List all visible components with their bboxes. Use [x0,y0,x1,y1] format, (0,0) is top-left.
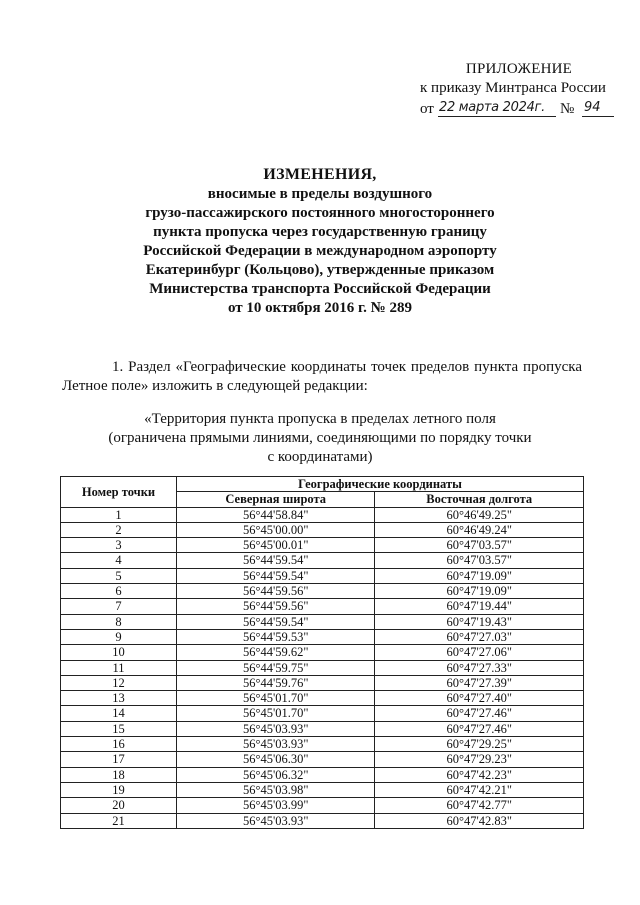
caption-line: (ограничена прямыми линиями, соединяющими по порядку точки [108,430,532,446]
table-row [61,813,584,828]
longitude-cell: 60°47'27.33" [375,660,584,675]
longitude-cell: 60°47'42.77" [375,798,584,813]
heading-line: от 10 октября 2016 г. № 289 [228,300,412,316]
table-row [61,584,584,599]
latitude-cell: 56°45'03.93" [177,813,375,828]
longitude-cell: 60°47'42.23" [375,767,584,782]
table-row [61,782,584,797]
latitude-cell: 56°45'00.01" [177,538,375,553]
point-number-cell: 10 [61,645,177,660]
latitude-cell: 56°44'59.53" [177,629,375,644]
longitude-cell: 60°47'42.83" [375,813,584,828]
point-number-cell: 12 [61,675,177,690]
heading-title: ИЗМЕНЕНИЯ, [263,166,377,183]
longitude-cell: 60°47'19.44" [375,599,584,614]
heading-line: Министерства транспорта Российской Федерации [149,281,491,297]
table-row [61,629,584,644]
longitude-cell: 60°47'03.57" [375,538,584,553]
table-row [61,721,584,736]
point-number-cell: 1 [61,507,177,522]
longitude-cell: 60°47'19.09" [375,568,584,583]
header-geo-coordinates: Географические координаты [177,477,584,492]
latitude-cell: 56°45'01.70" [177,691,375,706]
header-north-latitude: Северная широта [177,492,375,507]
latitude-cell: 56°45'03.93" [177,721,375,736]
latitude-cell: 56°44'59.54" [177,614,375,629]
longitude-cell: 60°47'27.03" [375,629,584,644]
point-number-cell: 19 [61,782,177,797]
table-row [61,553,584,568]
longitude-cell: 60°47'27.39" [375,675,584,690]
appendix-block [420,60,620,120]
caption-line: «Территория пункта пропуска в пределах летного поля [144,411,496,427]
date-prefix: от [420,101,434,117]
point-number-cell: 15 [61,721,177,736]
table-row [61,675,584,690]
point-number-cell: 21 [61,813,177,828]
number-label: № [560,101,575,117]
point-number-cell: 18 [61,767,177,782]
longitude-cell: 60°46'49.25" [375,507,584,522]
table-row [61,737,584,752]
header-east-longitude: Восточная долгота [375,492,584,507]
point-number-cell: 2 [61,522,177,537]
table-row [61,691,584,706]
point-number-cell: 4 [61,553,177,568]
number-underline [582,116,614,117]
longitude-cell: 60°47'27.06" [375,645,584,660]
table-row [61,706,584,721]
table-row [61,752,584,767]
point-number-cell: 13 [61,691,177,706]
longitude-cell: 60°47'19.09" [375,584,584,599]
table-row [61,599,584,614]
heading-line: грузо-пассажирского постоянного многостороннего [145,205,495,221]
longitude-cell: 60°46'49.24" [375,522,584,537]
handwritten-date: 22 марта 2024г. [439,100,545,115]
longitude-cell: 60°47'27.46" [375,706,584,721]
table-row [61,767,584,782]
longitude-cell: 60°47'27.40" [375,691,584,706]
latitude-cell: 56°44'59.75" [177,660,375,675]
longitude-cell: 60°47'19.43" [375,614,584,629]
table-row [61,522,584,537]
latitude-cell: 56°45'03.93" [177,737,375,752]
latitude-cell: 56°44'58.84" [177,507,375,522]
point-number-cell: 16 [61,737,177,752]
point-number-cell: 5 [61,568,177,583]
longitude-cell: 60°47'42.21" [375,782,584,797]
latitude-cell: 56°44'59.56" [177,584,375,599]
document-heading [100,165,540,318]
longitude-cell: 60°47'29.23" [375,752,584,767]
heading-line: Екатеринбург (Кольцово), утвержденные приказом [145,262,495,278]
table-row [61,660,584,675]
paragraph-line: 1. Раздел «Географические координаты точек пределов пункта пропуска [112,359,582,375]
latitude-cell: 56°44'59.76" [177,675,375,690]
coordinates-table [60,476,584,829]
handwritten-number: 94 [584,100,601,115]
latitude-cell: 56°45'01.70" [177,706,375,721]
caption-line: с координатами) [267,449,373,465]
latitude-cell: 56°45'06.32" [177,767,375,782]
heading-line: вносимые в пределы воздушного [207,186,433,202]
latitude-cell: 56°44'59.62" [177,645,375,660]
longitude-cell: 60°47'03.57" [375,553,584,568]
table-row [61,568,584,583]
point-number-cell: 6 [61,584,177,599]
latitude-cell: 56°45'00.00" [177,522,375,537]
point-number-cell: 8 [61,614,177,629]
longitude-cell: 60°47'27.46" [375,721,584,736]
point-number-cell: 7 [61,599,177,614]
table-row [61,507,584,522]
point-number-cell: 11 [61,660,177,675]
point-number-cell: 9 [61,629,177,644]
latitude-cell: 56°45'03.99" [177,798,375,813]
latitude-cell: 56°45'03.98" [177,782,375,797]
paragraph-line: Летное поле» изложить в следующей редакции: [62,378,368,394]
header-point-number: Номер точки [61,477,177,508]
point-number-cell: 17 [61,752,177,767]
appendix-date-line [420,98,620,120]
point-number-cell: 20 [61,798,177,813]
table-row [61,645,584,660]
point-number-cell: 14 [61,706,177,721]
table-row [61,614,584,629]
latitude-cell: 56°44'59.54" [177,553,375,568]
latitude-cell: 56°44'59.54" [177,568,375,583]
appendix-order-ref: к приказу Минтранса России [420,80,606,96]
table-row [61,538,584,553]
point-number-cell: 3 [61,538,177,553]
table-row [61,798,584,813]
table-body [61,507,584,828]
heading-line: Российской Федерации в международном аэропорту [143,243,497,259]
body-paragraph [62,358,582,396]
territory-caption [100,410,540,467]
longitude-cell: 60°47'29.25" [375,737,584,752]
appendix-title: ПРИЛОЖЕНИЕ [465,61,572,77]
date-underline [438,116,556,117]
heading-line: пункта пропуска через государственную границу [153,224,487,240]
latitude-cell: 56°45'06.30" [177,752,375,767]
latitude-cell: 56°44'59.56" [177,599,375,614]
